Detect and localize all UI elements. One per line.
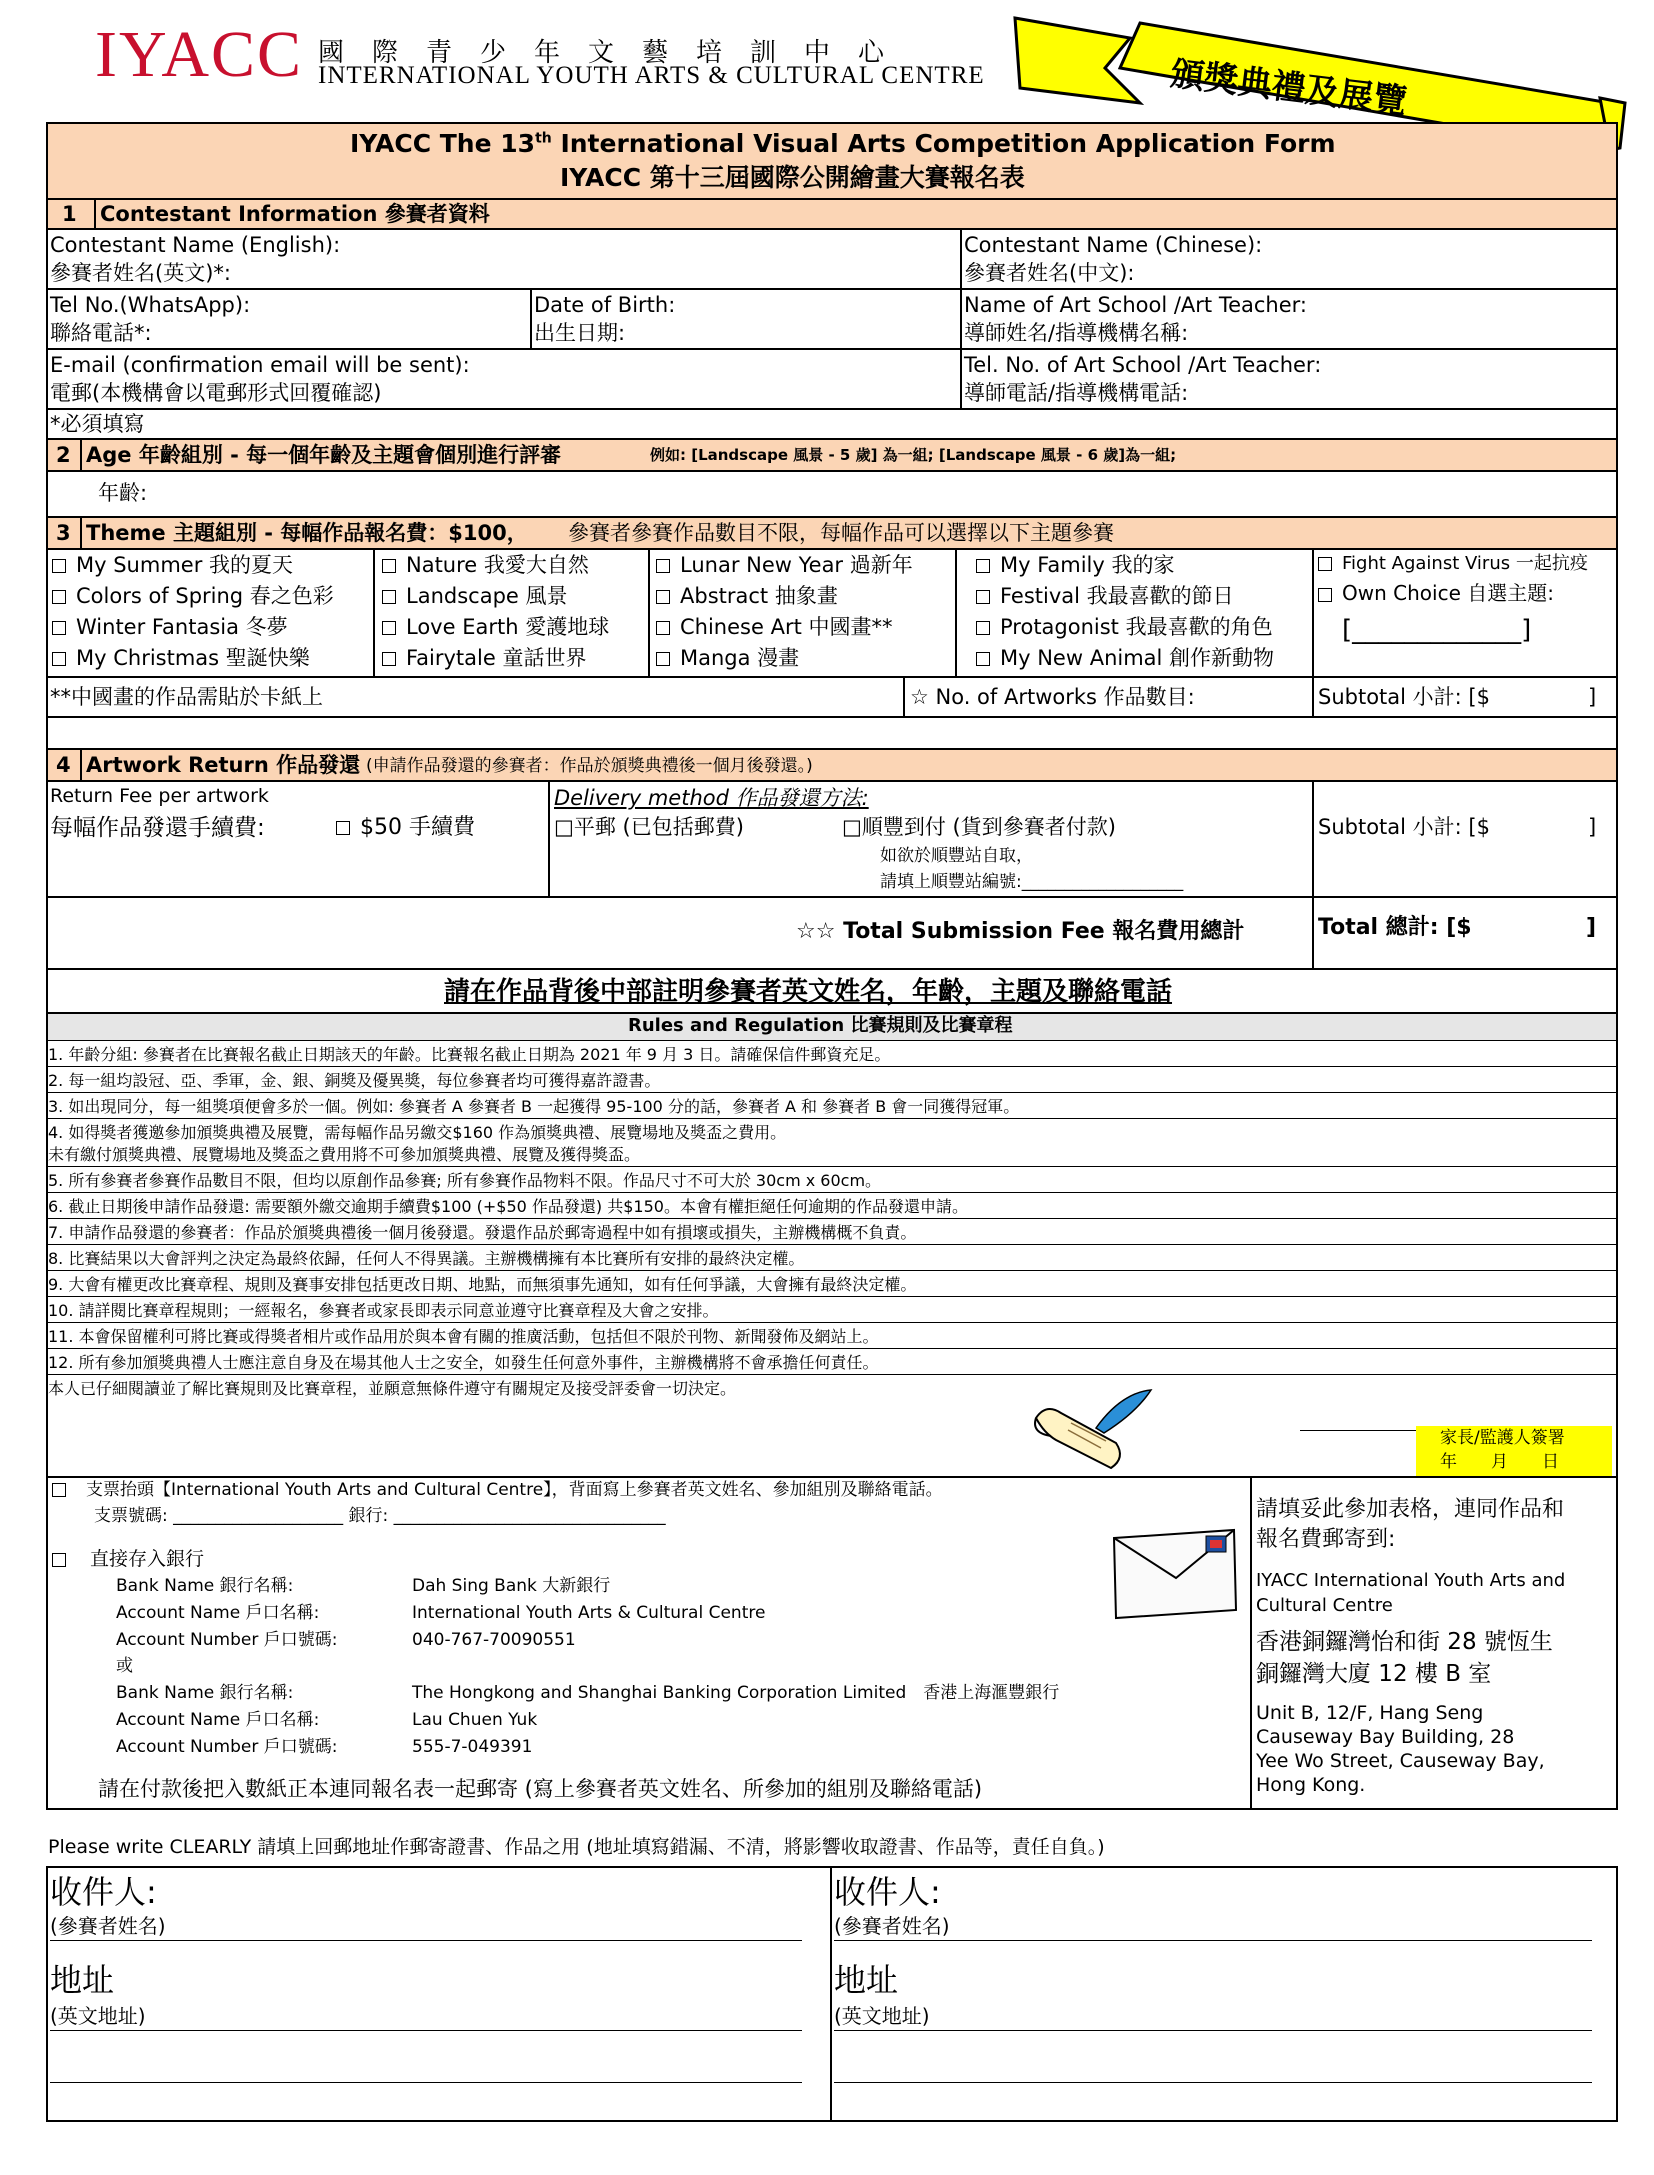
return-subtotal-close: ] xyxy=(1588,815,1597,839)
section-3-number: 3 xyxy=(56,521,71,545)
rule-item: 9. 大會有權更改比賽章程、規則及賽事安排包括更改日期、地點，而無須事先通知，如有任何爭議，大會擁有最終決定權。 xyxy=(48,1275,917,1294)
total-label[interactable]: Total 總計: [$ xyxy=(1318,915,1472,940)
rule-item: 5. 所有參賽者參賽作品數目不限，但均以原創作品參賽; 所有參賽作品物料不限。作品尺寸不可大於 30cm x 60cm。 xyxy=(48,1171,882,1190)
checkbox[interactable] xyxy=(976,652,990,666)
bank2-account-name: Lau Chuen Yuk xyxy=(412,1710,538,1730)
bank1-account-number: 040-767-70090551 xyxy=(412,1630,576,1650)
email-label: E-mail (confirmation email will be sent): xyxy=(50,353,470,377)
bank-deposit-option[interactable]: 直接存入銀行 xyxy=(52,1548,204,1572)
rules-title: Rules and Regulation 比賽規則及比賽章程 xyxy=(628,1015,1013,1036)
sf-note-1: 如欲於順豐站自取， xyxy=(880,846,1033,866)
theme-col2-1[interactable]: Landscape 風景 xyxy=(382,583,568,609)
delivery-option-post[interactable]: □平郵 (已包括郵費) xyxy=(554,815,744,839)
theme-subtotal-label[interactable]: Subtotal 小計: [$ xyxy=(1318,685,1490,709)
recipient-label-left: 收件人: xyxy=(50,1873,157,1911)
return-subtotal-label[interactable]: Subtotal 小計: [$ xyxy=(1318,815,1490,839)
tel-label-cn[interactable]: 聯絡電話*: xyxy=(50,321,152,345)
address-en-3: Yee Wo Street, Causeway Bay, xyxy=(1256,1750,1545,1772)
checkbox[interactable] xyxy=(336,821,350,835)
section-1-title: Contestant Information 參賽者資料 xyxy=(100,202,490,226)
checkbox[interactable] xyxy=(52,1483,66,1497)
address-en-1: Unit B, 12/F, Hang Seng xyxy=(1256,1702,1484,1724)
checkbox[interactable] xyxy=(52,590,66,604)
bank1-account-name: International Youth Arts & Cultural Centre xyxy=(412,1603,766,1623)
return-address-box xyxy=(46,1866,1618,2122)
envelope-icon xyxy=(1106,1526,1242,1622)
checkbox[interactable] xyxy=(52,559,66,573)
checkbox[interactable] xyxy=(976,559,990,573)
recipient-sub-right: (參賽者姓名) xyxy=(834,1914,950,1938)
bank1-name-label: Bank Name 銀行名稱: xyxy=(116,1576,294,1596)
theme-col5-1[interactable]: Own Choice 自選主題: xyxy=(1318,581,1554,606)
signature-label: 家長/監護人簽署 xyxy=(1440,1428,1565,1448)
checkbox[interactable] xyxy=(656,621,670,635)
checkbox[interactable] xyxy=(382,652,396,666)
recipient-line-right[interactable] xyxy=(834,1940,1592,1941)
section-4-subtitle: (申請作品發還的參賽者：作品於頒獎典禮後一個月後發還。) xyxy=(366,756,813,776)
theme-col1-1[interactable]: Colors of Spring 春之色彩 xyxy=(52,583,334,609)
rule-item: 4. 如得獎者獲邀參加頒獎典禮及展覽，需每幅作品另繳交$160 作為頒獎典禮、展覽場地及獎盃之費用。 xyxy=(48,1123,787,1142)
banner-text: 頒獎典禮及展覽 xyxy=(1168,53,1410,123)
chinese-art-note: **中國畫的作品需貼於卡紙上 xyxy=(50,685,323,709)
dob-label: Date of Birth: xyxy=(534,293,676,317)
school-label: Name of Art School /Art Teacher: xyxy=(964,293,1307,317)
return-fee-label: Return Fee per artwork xyxy=(50,785,269,807)
rule-item: 7. 申請作品發還的參賽者：作品於頒獎典禮後一個月後發還。發還作品於郵寄過程中如有損壞或損失，主辦機構概不負責。 xyxy=(48,1223,917,1242)
checkbox[interactable] xyxy=(52,621,66,635)
checkbox[interactable] xyxy=(976,590,990,604)
rule-item: 6. 截止日期後申請作品發還: 需要額外繳交逾期手續費$100 (+$50 作品發還) 共$150。本會有權拒絕任何逾期的作品發還申請。 xyxy=(48,1197,968,1216)
checkbox[interactable] xyxy=(976,621,990,635)
dob-label-cn[interactable]: 出生日期: xyxy=(534,321,626,345)
rule-item: 1. 年齡分組: 參賽者在比賽報名截止日期該天的年齡。比賽報名截止日期為 2021 年 9 月 3 日。請確保信件郵資充足。 xyxy=(48,1045,891,1064)
address-sub-right: (英文地址) xyxy=(834,2004,930,2028)
payment-footer-note: 請在付款後把入數紙正本連同報名表一起郵寄 (寫上參賽者英文姓名、所參加的組別及聯絡電話) xyxy=(98,1777,983,1801)
address-line-left-1[interactable] xyxy=(50,2030,802,2031)
sf-station-field[interactable]: 請填上順豐站編號:___________________ xyxy=(880,872,1184,892)
checkbox[interactable] xyxy=(1318,557,1332,571)
required-note: *必須填寫 xyxy=(50,412,145,436)
address-line-right-2[interactable] xyxy=(834,2082,1592,2083)
theme-subtotal-close: ] xyxy=(1588,685,1597,709)
cheque-option[interactable]: 支票抬頭【International Youth Arts and Cultural Centre】，背面寫上參賽者英文姓名、參加組別及聯絡電話。 xyxy=(52,1480,943,1501)
address-label-left: 地址 xyxy=(50,1961,115,1999)
address-cn-1: 香港銅鑼灣怡和街 28 號恆生 xyxy=(1256,1629,1553,1655)
theme-col1-3[interactable]: My Christmas 聖誕快樂 xyxy=(52,645,310,671)
address-label-right: 地址 xyxy=(834,1961,899,1999)
section-2-example: 例如: [Landscape 風景 - 5 歲] 為一組; [Landscape 風景 - 6 歲]為一組; xyxy=(650,446,1177,464)
rule-item: 8. 比賽結果以大會評判之決定為最終依歸，任何人不得異議。主辦機構擁有本比賽所有安排的最終決定權。 xyxy=(48,1249,805,1268)
bank2-name-label: Bank Name 銀行名稱: xyxy=(116,1683,294,1703)
theme-col3-0[interactable]: Lunar New Year 過新年 xyxy=(656,552,913,578)
form-title-cn: IYACC 第十三屆國際公開繪畫大賽報名表 xyxy=(560,163,1025,192)
checkbox[interactable] xyxy=(382,590,396,604)
artwork-count-label[interactable]: ☆ No. of Artworks 作品數目: xyxy=(910,685,1195,709)
section-2-title: Age 年齡組別 - 每一個年齡及主題會個別進行評審 xyxy=(86,443,562,467)
address-sub-left: (英文地址) xyxy=(50,2004,146,2028)
name-en-label-cn[interactable]: 參賽者姓名(英文)*: xyxy=(50,261,231,285)
recipient-sub-left: (參賽者姓名) xyxy=(50,1914,166,1938)
return-fee-label-cn: 每幅作品發還手續費: xyxy=(50,815,265,841)
section-2-number: 2 xyxy=(56,443,71,467)
form-title-en: IYACC The 13th International Visual Arts Competition Application Form xyxy=(350,129,1336,158)
address-line-left-2[interactable] xyxy=(50,2082,802,2083)
total-close: ] xyxy=(1586,915,1597,940)
recipient-org-2: Cultural Centre xyxy=(1256,1595,1393,1616)
bank2-name: The Hongkong and Shanghai Banking Corporation Limited 香港上海滙豐銀行 xyxy=(412,1683,1060,1703)
theme-col1-2[interactable]: Winter Fantasia 冬夢 xyxy=(52,614,288,640)
theme-col5-0[interactable]: Fight Against Virus 一起抗疫 xyxy=(1318,553,1588,576)
theme-col2-2[interactable]: Love Earth 愛護地球 xyxy=(382,614,609,640)
section-3-subtitle: 參賽者參賽作品數目不限，每幅作品可以選擇以下主題參賽 xyxy=(568,521,1114,545)
delivery-method-label: Delivery method 作品發還方法: xyxy=(554,786,869,810)
rule-item: 未有繳付頒獎典禮、展覽場地及獎盃之費用將不可參加頒獎典禮、展覽及獲得獎盃。 xyxy=(48,1145,641,1164)
section-3-title: Theme 主題組別 - 每幅作品報名費：$100， xyxy=(86,521,528,545)
rule-item: 10. 請詳閱比賽章程規則；一經報名，參賽者或家長即表示同意並遵守比賽章程及大會之安排。 xyxy=(48,1301,719,1320)
age-label[interactable]: 年齡: xyxy=(98,481,148,505)
cheque-number-field[interactable]: 支票號碼: ____________________ 銀行: ________________________________ xyxy=(94,1506,666,1526)
org-name-chinese: 國際青少年文藝培訓中心 xyxy=(318,38,913,68)
checkbox[interactable] xyxy=(656,590,670,604)
theme-col4-2[interactable]: Protagonist 我最喜歡的角色 xyxy=(976,614,1273,640)
theme-col3-1[interactable]: Abstract 抽象畫 xyxy=(656,583,838,609)
signature-date: 年 月 日 xyxy=(1440,1452,1559,1472)
tel-label: Tel No.(WhatsApp): xyxy=(50,293,251,317)
address-cn-2: 銅鑼灣大廈 12 樓 B 室 xyxy=(1256,1661,1492,1687)
total-fee-label: ☆☆ Total Submission Fee 報名費用總計 xyxy=(796,919,1245,944)
theme-col2-3[interactable]: Fairytale 童話世界 xyxy=(382,645,586,671)
email-label-cn[interactable]: 電郵(本機構會以電郵形式回覆確認) xyxy=(50,381,382,405)
name-cn-label: Contestant Name (Chinese): xyxy=(964,233,1263,257)
theme-col4-1[interactable]: Festival 我最喜歡的節日 xyxy=(976,583,1234,609)
checkbox[interactable] xyxy=(382,621,396,635)
bank1-account-number-label: Account Number 戶口號碼: xyxy=(116,1630,338,1650)
bank1-account-name-label: Account Name 戶口名稱: xyxy=(116,1603,320,1623)
theme-col1-0[interactable]: My Summer 我的夏天 xyxy=(52,552,293,578)
mail-instruction-1: 請填妥此參加表格，連同作品和 xyxy=(1256,1497,1565,1522)
return-fee-option[interactable]: $50 手續費 xyxy=(336,814,475,842)
section-4-number: 4 xyxy=(56,753,71,777)
recipient-line-left[interactable] xyxy=(50,1940,802,1941)
theme-col4-0[interactable]: My Family 我的家 xyxy=(976,552,1174,578)
artwork-label-notice: 請在作品背後中部註明參賽者英文姓名，年齡，主題及聯絡電話 xyxy=(444,977,1173,1007)
address-en-4: Hong Kong. xyxy=(1256,1774,1366,1796)
org-name-english: INTERNATIONAL YOUTH ARTS & CULTURAL CENTRE xyxy=(318,62,985,89)
address-line-right-1[interactable] xyxy=(834,2030,1592,2031)
return-address-intro: Please write CLEARLY 請填上回郵地址作郵寄證書、作品之用 (地址填寫錯漏、不清，將影響收取證書、作品等，責任自負。) xyxy=(48,1836,1105,1858)
recipient-label-right: 收件人: xyxy=(834,1873,941,1911)
recipient-org: IYACC International Youth Arts and xyxy=(1256,1570,1566,1591)
theme-col4-3[interactable]: My New Animal 創作新動物 xyxy=(976,645,1274,671)
own-choice-field[interactable]: [_____________] xyxy=(1342,615,1532,645)
school-tel-label: Tel. No. of Art School /Art Teacher: xyxy=(964,353,1322,377)
checkbox[interactable] xyxy=(656,652,670,666)
checkbox[interactable] xyxy=(52,1553,66,1567)
bank1-name: Dah Sing Bank 大新銀行 xyxy=(412,1576,611,1596)
theme-col2-0[interactable]: Nature 我愛大自然 xyxy=(382,552,589,578)
section-4-title: Artwork Return 作品發還 xyxy=(86,753,361,777)
rule-item: 12. 所有參加頒獎典禮人士應注意自身及在場其他人士之安全，如發生任何意外事件，主辦機構將不會承擔任何責任。 xyxy=(48,1353,879,1372)
rule-item: 3. 如出現同分，每一組獎項便會多於一個。例如: 參賽者 A 參賽者 B 一起獲得 95-100 分的話，參賽者 A 和 參賽者 B 會一同獲得冠軍。 xyxy=(48,1097,1020,1116)
delivery-option-sf[interactable]: □順豐到付 (貨到參賽者付款) xyxy=(842,815,1116,839)
declaration: 本人已仔細閱讀並了解比賽規則及比賽章程，並願意無條件遵守有關規定及接受評委會一切決定。 xyxy=(48,1379,737,1398)
checkbox[interactable] xyxy=(656,559,670,573)
school-tel-label-cn[interactable]: 導師電話/指導機構電話: xyxy=(964,381,1189,405)
school-label-cn[interactable]: 導師姓名/指導機構名稱: xyxy=(964,321,1189,345)
name-cn-label-cn[interactable]: 參賽者姓名(中文): xyxy=(964,261,1135,285)
rule-item: 2. 每一組均設冠、亞、季軍，金、銀、銅獎及優異獎，每位參賽者均可獲得嘉許證書。 xyxy=(48,1071,661,1090)
section-1-number: 1 xyxy=(62,202,77,226)
checkbox[interactable] xyxy=(382,559,396,573)
checkbox[interactable] xyxy=(1318,588,1332,602)
signature-line xyxy=(1300,1430,1420,1431)
or-label: 或 xyxy=(116,1656,133,1676)
theme-col3-3[interactable]: Manga 漫畫 xyxy=(656,645,799,671)
name-en-label: Contestant Name (English): xyxy=(50,233,341,257)
checkbox[interactable] xyxy=(52,652,66,666)
bank2-account-name-label: Account Name 戶口名稱: xyxy=(116,1710,320,1730)
rule-item: 11. 本會保留權利可將比賽或得獎者相片或作品用於與本會有關的推廣活動，包括但不限於刊物、新聞發佈及網站上。 xyxy=(48,1327,879,1346)
mail-instruction-2: 報名費郵寄到: xyxy=(1256,1527,1396,1552)
logo: IYACC xyxy=(95,18,304,91)
theme-col3-2[interactable]: Chinese Art 中國畫** xyxy=(656,614,892,640)
scroll-quill-icon xyxy=(1026,1388,1156,1478)
bank2-account-number: 555-7-049391 xyxy=(412,1737,533,1757)
bank2-account-number-label: Account Number 戶口號碼: xyxy=(116,1737,338,1757)
address-en-2: Causeway Bay Building, 28 xyxy=(1256,1726,1515,1748)
